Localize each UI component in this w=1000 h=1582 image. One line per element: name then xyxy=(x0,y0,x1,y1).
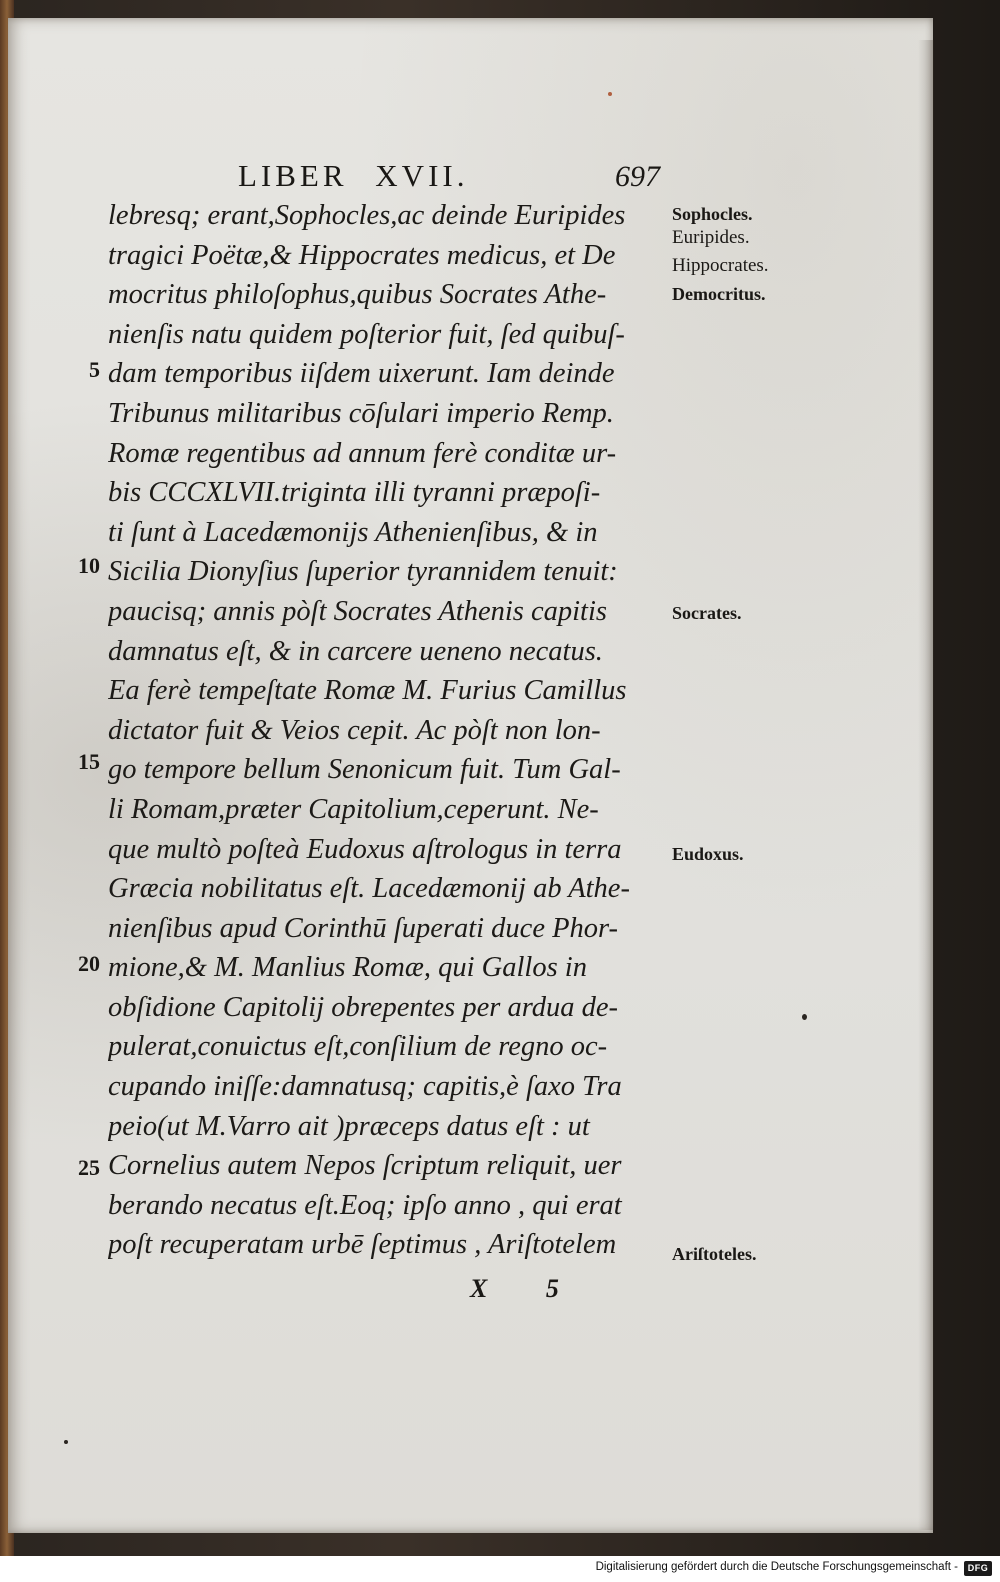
line-number-15: 15 xyxy=(78,749,100,774)
ink-speck xyxy=(608,92,612,96)
line-number-20: 20 xyxy=(78,951,100,976)
page-right-edge-shadow xyxy=(918,40,934,1530)
main-text-block xyxy=(108,196,668,1265)
text-line: bis CCCXLVII.triginta illi tyranni præpoſi- xyxy=(108,477,601,509)
dfg-logo: DFG xyxy=(964,1561,992,1576)
line-number-5: 5 xyxy=(89,357,100,382)
margin-note-aristoteles: Ariſtoteles. xyxy=(672,1244,757,1264)
text-line: que multò poſteà Eudoxus aſtrologus in terra xyxy=(108,833,622,865)
margin-note-hippocrates: Hippocrates. xyxy=(672,255,769,276)
running-head xyxy=(238,158,668,198)
text-line: berando necatus eſt.Eoq; ipſo anno , qui erat xyxy=(108,1189,622,1221)
signature-mark: X 5 xyxy=(470,1274,585,1303)
text-line: peio(ut M.Varro ait )præceps datus eſt : ut xyxy=(108,1110,590,1142)
text-line: go tempore bellum Senonicum fuit. Tum Gal- xyxy=(108,754,621,786)
text-line: nienſibus apud Corinthū ſuperati duce Phor- xyxy=(108,912,619,944)
ink-speck xyxy=(802,1014,807,1020)
text-line: lebresq; erant,Sophocles,ac deinde Euripides xyxy=(108,200,626,231)
text-line: dictator fuit & Veios cepit. Ac pòſt non lon- xyxy=(108,714,601,746)
text-line: tragici Poëtæ,& Hippocrates medicus, et De xyxy=(108,239,616,271)
text-line: Ea ferè tempeſtate Romæ M. Furius Camillus xyxy=(108,675,627,707)
text-line: obſidione Capitolij obrepentes per ardua de- xyxy=(108,991,619,1023)
margin-note-democritus: Democritus. xyxy=(672,284,766,304)
running-title: LIBER XVII. xyxy=(238,158,469,193)
text-line: Romæ regentibus ad annum ferè conditæ ur- xyxy=(108,437,617,469)
text-line: Cornelius autem Nepos ſcriptum reliquit, uer xyxy=(108,1150,622,1182)
text-line: Tribunus militaribus cōſulari imperio Remp. xyxy=(108,397,614,429)
text-line: li Romam,præter Capitolium,ceperunt. Ne- xyxy=(108,793,599,825)
margin-note-sophocles: Sophocles. xyxy=(672,204,753,224)
text-line: nienſis natu quidem poſterior fuit, ſed quibuſ- xyxy=(108,318,625,350)
ink-speck xyxy=(64,1440,68,1444)
text-line: cupando iniſſe:damnatusq; capitis,è ſaxo Tra xyxy=(108,1071,622,1103)
line-number-25: 25 xyxy=(78,1155,100,1180)
line-number-10: 10 xyxy=(78,553,100,578)
margin-note-socrates: Socrates. xyxy=(672,603,742,623)
text-line: pulerat,conuictus eſt,conſilium de regno oc- xyxy=(108,1031,608,1063)
funding-credit: Digitalisierung gefördert durch die Deutsche Forschungsgemeinschaft - xyxy=(595,1561,958,1573)
text-line: mocritus philoſophus,quibus Socrates Athe- xyxy=(108,279,607,311)
margin-note-euripides: Euripides. xyxy=(672,227,750,248)
text-line: dam temporibus iiſdem uixerunt. Iam deinde xyxy=(108,358,615,390)
text-line: Græcia nobilitatus eſt. Lacedæmonij ab Athe- xyxy=(108,873,630,905)
text-line: Sicilia Dionyſius ſuperior tyrannidem tenuit: xyxy=(108,556,618,588)
text-line: poſt recuperatam urbē ſeptimus , Ariſtotelem xyxy=(108,1229,617,1261)
text-line: ti ſunt à Lacedæmonijs Athenienſibus, & in xyxy=(108,516,598,548)
text-line: mione,& M. Manlius Romæ, qui Gallos in xyxy=(108,952,587,984)
text-line: paucisq; annis pòſt Socrates Athenis capitis xyxy=(108,595,607,627)
margin-note-eudoxus: Eudoxus. xyxy=(672,844,744,864)
text-line: damnatus eſt, & in carcere ueneno necatus. xyxy=(108,635,603,667)
footer-bar xyxy=(0,1556,1000,1582)
page-number: 697 xyxy=(615,160,660,193)
